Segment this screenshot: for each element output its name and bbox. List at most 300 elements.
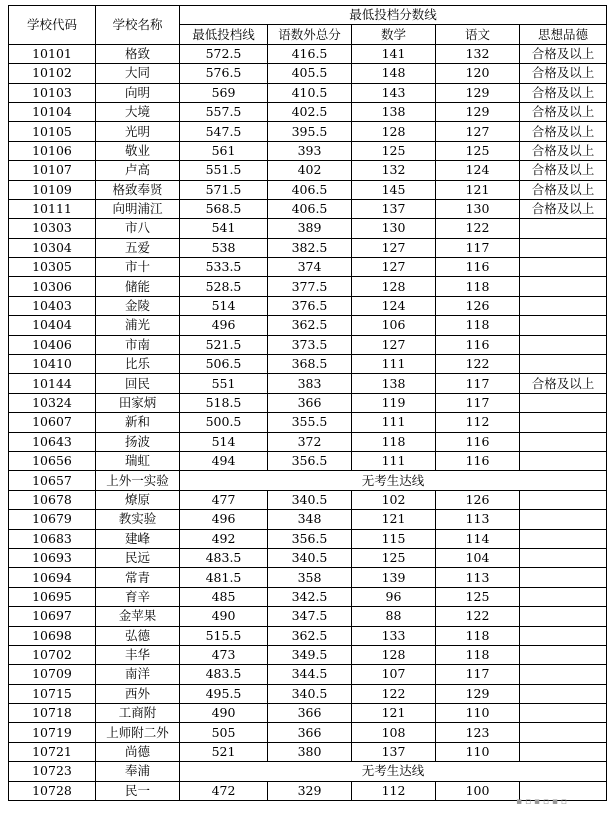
- math-score-cell: 139: [352, 568, 436, 587]
- min-score-cell: 490: [180, 607, 268, 626]
- school-code-cell: 10144: [9, 374, 96, 393]
- total-score-cell: 374: [268, 258, 352, 277]
- school-code-cell: 10693: [9, 548, 96, 567]
- math-score-cell: 141: [352, 44, 436, 63]
- math-score-cell: 148: [352, 64, 436, 83]
- min-score-cell: 551.5: [180, 161, 268, 180]
- chinese-score-cell: 118: [436, 277, 520, 296]
- school-name-cell: 比乐: [96, 355, 180, 374]
- table-row: [9, 374, 607, 393]
- moral-cell: 合格及以上: [520, 374, 607, 393]
- min-score-cell: 492: [180, 529, 268, 548]
- chinese-score-cell: 122: [436, 219, 520, 238]
- school-code-cell: 10702: [9, 645, 96, 664]
- total-score-cell: 344.5: [268, 665, 352, 684]
- min-score-cell: 518.5: [180, 393, 268, 412]
- moral-cell: [520, 277, 607, 296]
- school-code-cell: 10304: [9, 238, 96, 257]
- math-score-cell: 138: [352, 102, 436, 121]
- math-score-cell: 88: [352, 607, 436, 626]
- total-score-cell: 382.5: [268, 238, 352, 257]
- total-score-cell: 402.5: [268, 102, 352, 121]
- math-score-cell: 128: [352, 645, 436, 664]
- min-score-cell: 514: [180, 296, 268, 315]
- chinese-score-cell: 123: [436, 723, 520, 742]
- school-code-cell: 10718: [9, 704, 96, 723]
- moral-cell: [520, 704, 607, 723]
- no-candidate-note-cell: 无考生达线: [180, 471, 607, 490]
- moral-cell: 合格及以上: [520, 141, 607, 160]
- chinese-score-cell: 126: [436, 296, 520, 315]
- total-score-cell: 395.5: [268, 122, 352, 141]
- school-code-cell: 10303: [9, 219, 96, 238]
- chinese-score-cell: 100: [436, 781, 520, 800]
- school-code-cell: 10715: [9, 684, 96, 703]
- table-row: [9, 219, 607, 238]
- chinese-score-cell: 122: [436, 355, 520, 374]
- chinese-score-cell: 125: [436, 587, 520, 606]
- moral-cell: [520, 645, 607, 664]
- school-name-cell: 育辛: [96, 587, 180, 606]
- moral-cell: 合格及以上: [520, 122, 607, 141]
- school-name-cell: 市八: [96, 219, 180, 238]
- school-name-cell: 教实验: [96, 510, 180, 529]
- math-score-cell: 111: [352, 413, 436, 432]
- total-score-cell: 393: [268, 141, 352, 160]
- table-body: [9, 44, 607, 800]
- school-code-cell: 10694: [9, 568, 96, 587]
- math-score-cell: 125: [352, 141, 436, 160]
- min-score-cell: 561: [180, 141, 268, 160]
- min-score-cell: 528.5: [180, 277, 268, 296]
- chinese-score-cell: 113: [436, 568, 520, 587]
- school-name-cell: 回民: [96, 374, 180, 393]
- table-row: [9, 529, 607, 548]
- math-score-cell: 124: [352, 296, 436, 315]
- min-score-cell: 557.5: [180, 102, 268, 121]
- school-code-cell: 10324: [9, 393, 96, 412]
- table-row: [9, 180, 607, 199]
- school-code-cell: 10719: [9, 723, 96, 742]
- total-score-cell: 366: [268, 704, 352, 723]
- chinese-score-cell: 124: [436, 161, 520, 180]
- table-row: [9, 510, 607, 529]
- min-score-cell: 481.5: [180, 568, 268, 587]
- header-moral: 思想品德: [520, 25, 607, 44]
- min-score-cell: 568.5: [180, 199, 268, 218]
- table-row: [9, 258, 607, 277]
- header-school-code: 学校代码: [9, 6, 96, 45]
- school-code-cell: 10643: [9, 432, 96, 451]
- no-candidate-note-cell: 无考生达线: [180, 762, 607, 781]
- chinese-score-cell: 116: [436, 335, 520, 354]
- total-score-cell: 406.5: [268, 199, 352, 218]
- total-score-cell: 373.5: [268, 335, 352, 354]
- min-score-cell: 521: [180, 742, 268, 761]
- total-score-cell: 362.5: [268, 626, 352, 645]
- min-score-cell: 495.5: [180, 684, 268, 703]
- table-row: [9, 141, 607, 160]
- school-code-cell: 10101: [9, 44, 96, 63]
- math-score-cell: 122: [352, 684, 436, 703]
- table-row: [9, 451, 607, 470]
- table-row: [9, 277, 607, 296]
- chinese-score-cell: 129: [436, 102, 520, 121]
- school-code-cell: 10728: [9, 781, 96, 800]
- table-row: [9, 413, 607, 432]
- school-code-cell: 10102: [9, 64, 96, 83]
- math-score-cell: 111: [352, 451, 436, 470]
- table-header: [9, 6, 607, 45]
- chinese-score-cell: 117: [436, 393, 520, 412]
- chinese-score-cell: 118: [436, 645, 520, 664]
- school-name-cell: 格致奉贤: [96, 180, 180, 199]
- min-score-cell: 538: [180, 238, 268, 257]
- table-row: [9, 587, 607, 606]
- school-name-cell: 尚德: [96, 742, 180, 761]
- admission-score-table: [8, 5, 607, 801]
- min-score-cell: 506.5: [180, 355, 268, 374]
- chinese-score-cell: 118: [436, 316, 520, 335]
- min-score-cell: 473: [180, 645, 268, 664]
- math-score-cell: 118: [352, 432, 436, 451]
- math-score-cell: 128: [352, 122, 436, 141]
- chinese-score-cell: 116: [436, 432, 520, 451]
- moral-cell: [520, 587, 607, 606]
- min-score-cell: 533.5: [180, 258, 268, 277]
- moral-cell: [520, 684, 607, 703]
- table-row: [9, 684, 607, 703]
- total-score-cell: 383: [268, 374, 352, 393]
- moral-cell: [520, 529, 607, 548]
- school-code-cell: 10106: [9, 141, 96, 160]
- table-row: [9, 199, 607, 218]
- min-score-cell: 485: [180, 587, 268, 606]
- total-score-cell: 416.5: [268, 44, 352, 63]
- moral-cell: 合格及以上: [520, 180, 607, 199]
- school-name-cell: 丰华: [96, 645, 180, 664]
- header-min-score-group: 最低投档分数线: [180, 6, 607, 25]
- math-score-cell: 127: [352, 335, 436, 354]
- school-code-cell: 10109: [9, 180, 96, 199]
- chinese-score-cell: 117: [436, 665, 520, 684]
- chinese-score-cell: 104: [436, 548, 520, 567]
- school-name-cell: 上师附二外: [96, 723, 180, 742]
- total-score-cell: 356.5: [268, 451, 352, 470]
- table-row: [9, 742, 607, 761]
- header-school-name: 学校名称: [96, 6, 180, 45]
- chinese-score-cell: 117: [436, 374, 520, 393]
- school-name-cell: 金苹果: [96, 607, 180, 626]
- chinese-score-cell: 114: [436, 529, 520, 548]
- chinese-score-cell: 110: [436, 704, 520, 723]
- school-name-cell: 新和: [96, 413, 180, 432]
- moral-cell: 合格及以上: [520, 102, 607, 121]
- school-code-cell: 10404: [9, 316, 96, 335]
- min-score-cell: 496: [180, 316, 268, 335]
- min-score-cell: 505: [180, 723, 268, 742]
- min-score-cell: 514: [180, 432, 268, 451]
- min-score-cell: 547.5: [180, 122, 268, 141]
- math-score-cell: 132: [352, 161, 436, 180]
- table-row: [9, 626, 607, 645]
- school-code-cell: 10709: [9, 665, 96, 684]
- table-row: [9, 607, 607, 626]
- min-score-cell: 483.5: [180, 665, 268, 684]
- moral-cell: 合格及以上: [520, 161, 607, 180]
- total-score-cell: 348: [268, 510, 352, 529]
- min-score-cell: 541: [180, 219, 268, 238]
- math-score-cell: 143: [352, 83, 436, 102]
- table-row: [9, 490, 607, 509]
- table-row: [9, 44, 607, 63]
- moral-cell: [520, 316, 607, 335]
- total-score-cell: 372: [268, 432, 352, 451]
- math-score-cell: 133: [352, 626, 436, 645]
- min-score-cell: 569: [180, 83, 268, 102]
- total-score-cell: 376.5: [268, 296, 352, 315]
- total-score-cell: 349.5: [268, 645, 352, 664]
- school-name-cell: 大同: [96, 64, 180, 83]
- school-code-cell: 10306: [9, 277, 96, 296]
- school-name-cell: 常青: [96, 568, 180, 587]
- moral-cell: [520, 258, 607, 277]
- total-score-cell: 410.5: [268, 83, 352, 102]
- total-score-cell: 377.5: [268, 277, 352, 296]
- school-name-cell: 瑞虹: [96, 451, 180, 470]
- header-min-score: 最低投档线: [180, 25, 268, 44]
- school-name-cell: 扬波: [96, 432, 180, 451]
- moral-cell: [520, 432, 607, 451]
- table-row: [9, 762, 607, 781]
- moral-cell: 合格及以上: [520, 64, 607, 83]
- min-score-cell: 472: [180, 781, 268, 800]
- school-code-cell: 10697: [9, 607, 96, 626]
- school-name-cell: 工商附: [96, 704, 180, 723]
- school-name-cell: 向明: [96, 83, 180, 102]
- school-code-cell: 10403: [9, 296, 96, 315]
- math-score-cell: 125: [352, 548, 436, 567]
- school-code-cell: 10698: [9, 626, 96, 645]
- moral-cell: [520, 568, 607, 587]
- moral-cell: 合格及以上: [520, 199, 607, 218]
- school-name-cell: 弘德: [96, 626, 180, 645]
- min-score-cell: 477: [180, 490, 268, 509]
- table-row: [9, 665, 607, 684]
- min-score-cell: 500.5: [180, 413, 268, 432]
- total-score-cell: 340.5: [268, 490, 352, 509]
- moral-cell: [520, 355, 607, 374]
- total-score-cell: 389: [268, 219, 352, 238]
- chinese-score-cell: 120: [436, 64, 520, 83]
- school-code-cell: 10656: [9, 451, 96, 470]
- min-score-cell: 496: [180, 510, 268, 529]
- watermark-icon: ▪ ▫ ▪ ▫ ▪ ▫: [516, 797, 567, 807]
- chinese-score-cell: 125: [436, 141, 520, 160]
- moral-cell: [520, 451, 607, 470]
- moral-cell: [520, 393, 607, 412]
- chinese-score-cell: 113: [436, 510, 520, 529]
- chinese-score-cell: 127: [436, 122, 520, 141]
- table-row: [9, 64, 607, 83]
- school-code-cell: 10406: [9, 335, 96, 354]
- school-name-cell: 大境: [96, 102, 180, 121]
- chinese-score-cell: 110: [436, 742, 520, 761]
- chinese-score-cell: 130: [436, 199, 520, 218]
- total-score-cell: 340.5: [268, 548, 352, 567]
- moral-cell: [520, 335, 607, 354]
- min-score-cell: 572.5: [180, 44, 268, 63]
- school-code-cell: 10107: [9, 161, 96, 180]
- school-code-cell: 10111: [9, 199, 96, 218]
- math-score-cell: 145: [352, 180, 436, 199]
- school-name-cell: 南洋: [96, 665, 180, 684]
- min-score-cell: 551: [180, 374, 268, 393]
- moral-cell: [520, 238, 607, 257]
- school-code-cell: 10678: [9, 490, 96, 509]
- total-score-cell: 366: [268, 393, 352, 412]
- min-score-cell: 521.5: [180, 335, 268, 354]
- table-row: [9, 316, 607, 335]
- school-name-cell: 卢高: [96, 161, 180, 180]
- chinese-score-cell: 116: [436, 451, 520, 470]
- chinese-score-cell: 112: [436, 413, 520, 432]
- table-row: [9, 102, 607, 121]
- school-code-cell: 10104: [9, 102, 96, 121]
- total-score-cell: 340.5: [268, 684, 352, 703]
- math-score-cell: 130: [352, 219, 436, 238]
- math-score-cell: 127: [352, 258, 436, 277]
- table-row: [9, 122, 607, 141]
- school-name-cell: 民一: [96, 781, 180, 800]
- school-name-cell: 上外一实验: [96, 471, 180, 490]
- total-score-cell: 362.5: [268, 316, 352, 335]
- school-code-cell: 10305: [9, 258, 96, 277]
- table-row: [9, 645, 607, 664]
- min-score-cell: 483.5: [180, 548, 268, 567]
- school-name-cell: 奉浦: [96, 762, 180, 781]
- chinese-score-cell: 118: [436, 626, 520, 645]
- table-row: [9, 83, 607, 102]
- chinese-score-cell: 132: [436, 44, 520, 63]
- moral-cell: [520, 665, 607, 684]
- total-score-cell: 366: [268, 723, 352, 742]
- total-score-cell: 380: [268, 742, 352, 761]
- table-row: [9, 568, 607, 587]
- math-score-cell: 115: [352, 529, 436, 548]
- moral-cell: 合格及以上: [520, 83, 607, 102]
- school-name-cell: 五爱: [96, 238, 180, 257]
- math-score-cell: 121: [352, 510, 436, 529]
- math-score-cell: 106: [352, 316, 436, 335]
- math-score-cell: 96: [352, 587, 436, 606]
- chinese-score-cell: 121: [436, 180, 520, 199]
- math-score-cell: 108: [352, 723, 436, 742]
- min-score-cell: 490: [180, 704, 268, 723]
- chinese-score-cell: 122: [436, 607, 520, 626]
- school-name-cell: 建峰: [96, 529, 180, 548]
- school-name-cell: 西外: [96, 684, 180, 703]
- chinese-score-cell: 129: [436, 684, 520, 703]
- school-name-cell: 田家炳: [96, 393, 180, 412]
- math-score-cell: 137: [352, 742, 436, 761]
- school-name-cell: 敬业: [96, 141, 180, 160]
- table-row: [9, 335, 607, 354]
- school-name-cell: 民远: [96, 548, 180, 567]
- total-score-cell: 356.5: [268, 529, 352, 548]
- min-score-cell: 571.5: [180, 180, 268, 199]
- table-row: [9, 723, 607, 742]
- school-name-cell: 燎原: [96, 490, 180, 509]
- math-score-cell: 102: [352, 490, 436, 509]
- header-math: 数学: [352, 25, 436, 44]
- math-score-cell: 121: [352, 704, 436, 723]
- moral-cell: [520, 219, 607, 238]
- table-row: [9, 704, 607, 723]
- school-code-cell: 10679: [9, 510, 96, 529]
- school-code-cell: 10657: [9, 471, 96, 490]
- moral-cell: [520, 607, 607, 626]
- chinese-score-cell: 116: [436, 258, 520, 277]
- total-score-cell: 347.5: [268, 607, 352, 626]
- total-score-cell: 405.5: [268, 64, 352, 83]
- total-score-cell: 368.5: [268, 355, 352, 374]
- math-score-cell: 128: [352, 277, 436, 296]
- moral-cell: [520, 742, 607, 761]
- school-name-cell: 光明: [96, 122, 180, 141]
- school-code-cell: 10723: [9, 762, 96, 781]
- moral-cell: [520, 723, 607, 742]
- math-score-cell: 112: [352, 781, 436, 800]
- math-score-cell: 137: [352, 199, 436, 218]
- total-score-cell: 358: [268, 568, 352, 587]
- moral-cell: [520, 626, 607, 645]
- header-total-score: 语数外总分: [268, 25, 352, 44]
- table-row: [9, 471, 607, 490]
- school-code-cell: 10683: [9, 529, 96, 548]
- table-row: [9, 161, 607, 180]
- school-code-cell: 10105: [9, 122, 96, 141]
- math-score-cell: 127: [352, 238, 436, 257]
- school-code-cell: 10721: [9, 742, 96, 761]
- moral-cell: 合格及以上: [520, 44, 607, 63]
- moral-cell: [520, 296, 607, 315]
- math-score-cell: 111: [352, 355, 436, 374]
- header-chinese: 语文: [436, 25, 520, 44]
- school-name-cell: 储能: [96, 277, 180, 296]
- total-score-cell: 406.5: [268, 180, 352, 199]
- min-score-cell: 494: [180, 451, 268, 470]
- math-score-cell: 119: [352, 393, 436, 412]
- table-row: [9, 238, 607, 257]
- moral-cell: [520, 490, 607, 509]
- school-code-cell: 10607: [9, 413, 96, 432]
- table-row: [9, 548, 607, 567]
- min-score-cell: 515.5: [180, 626, 268, 645]
- moral-cell: [520, 548, 607, 567]
- school-name-cell: 金陵: [96, 296, 180, 315]
- chinese-score-cell: 126: [436, 490, 520, 509]
- school-name-cell: 格致: [96, 44, 180, 63]
- table-row: [9, 296, 607, 315]
- moral-cell: [520, 413, 607, 432]
- total-score-cell: 402: [268, 161, 352, 180]
- school-name-cell: 浦光: [96, 316, 180, 335]
- table-row: [9, 432, 607, 451]
- total-score-cell: 342.5: [268, 587, 352, 606]
- table-row: [9, 355, 607, 374]
- school-code-cell: 10695: [9, 587, 96, 606]
